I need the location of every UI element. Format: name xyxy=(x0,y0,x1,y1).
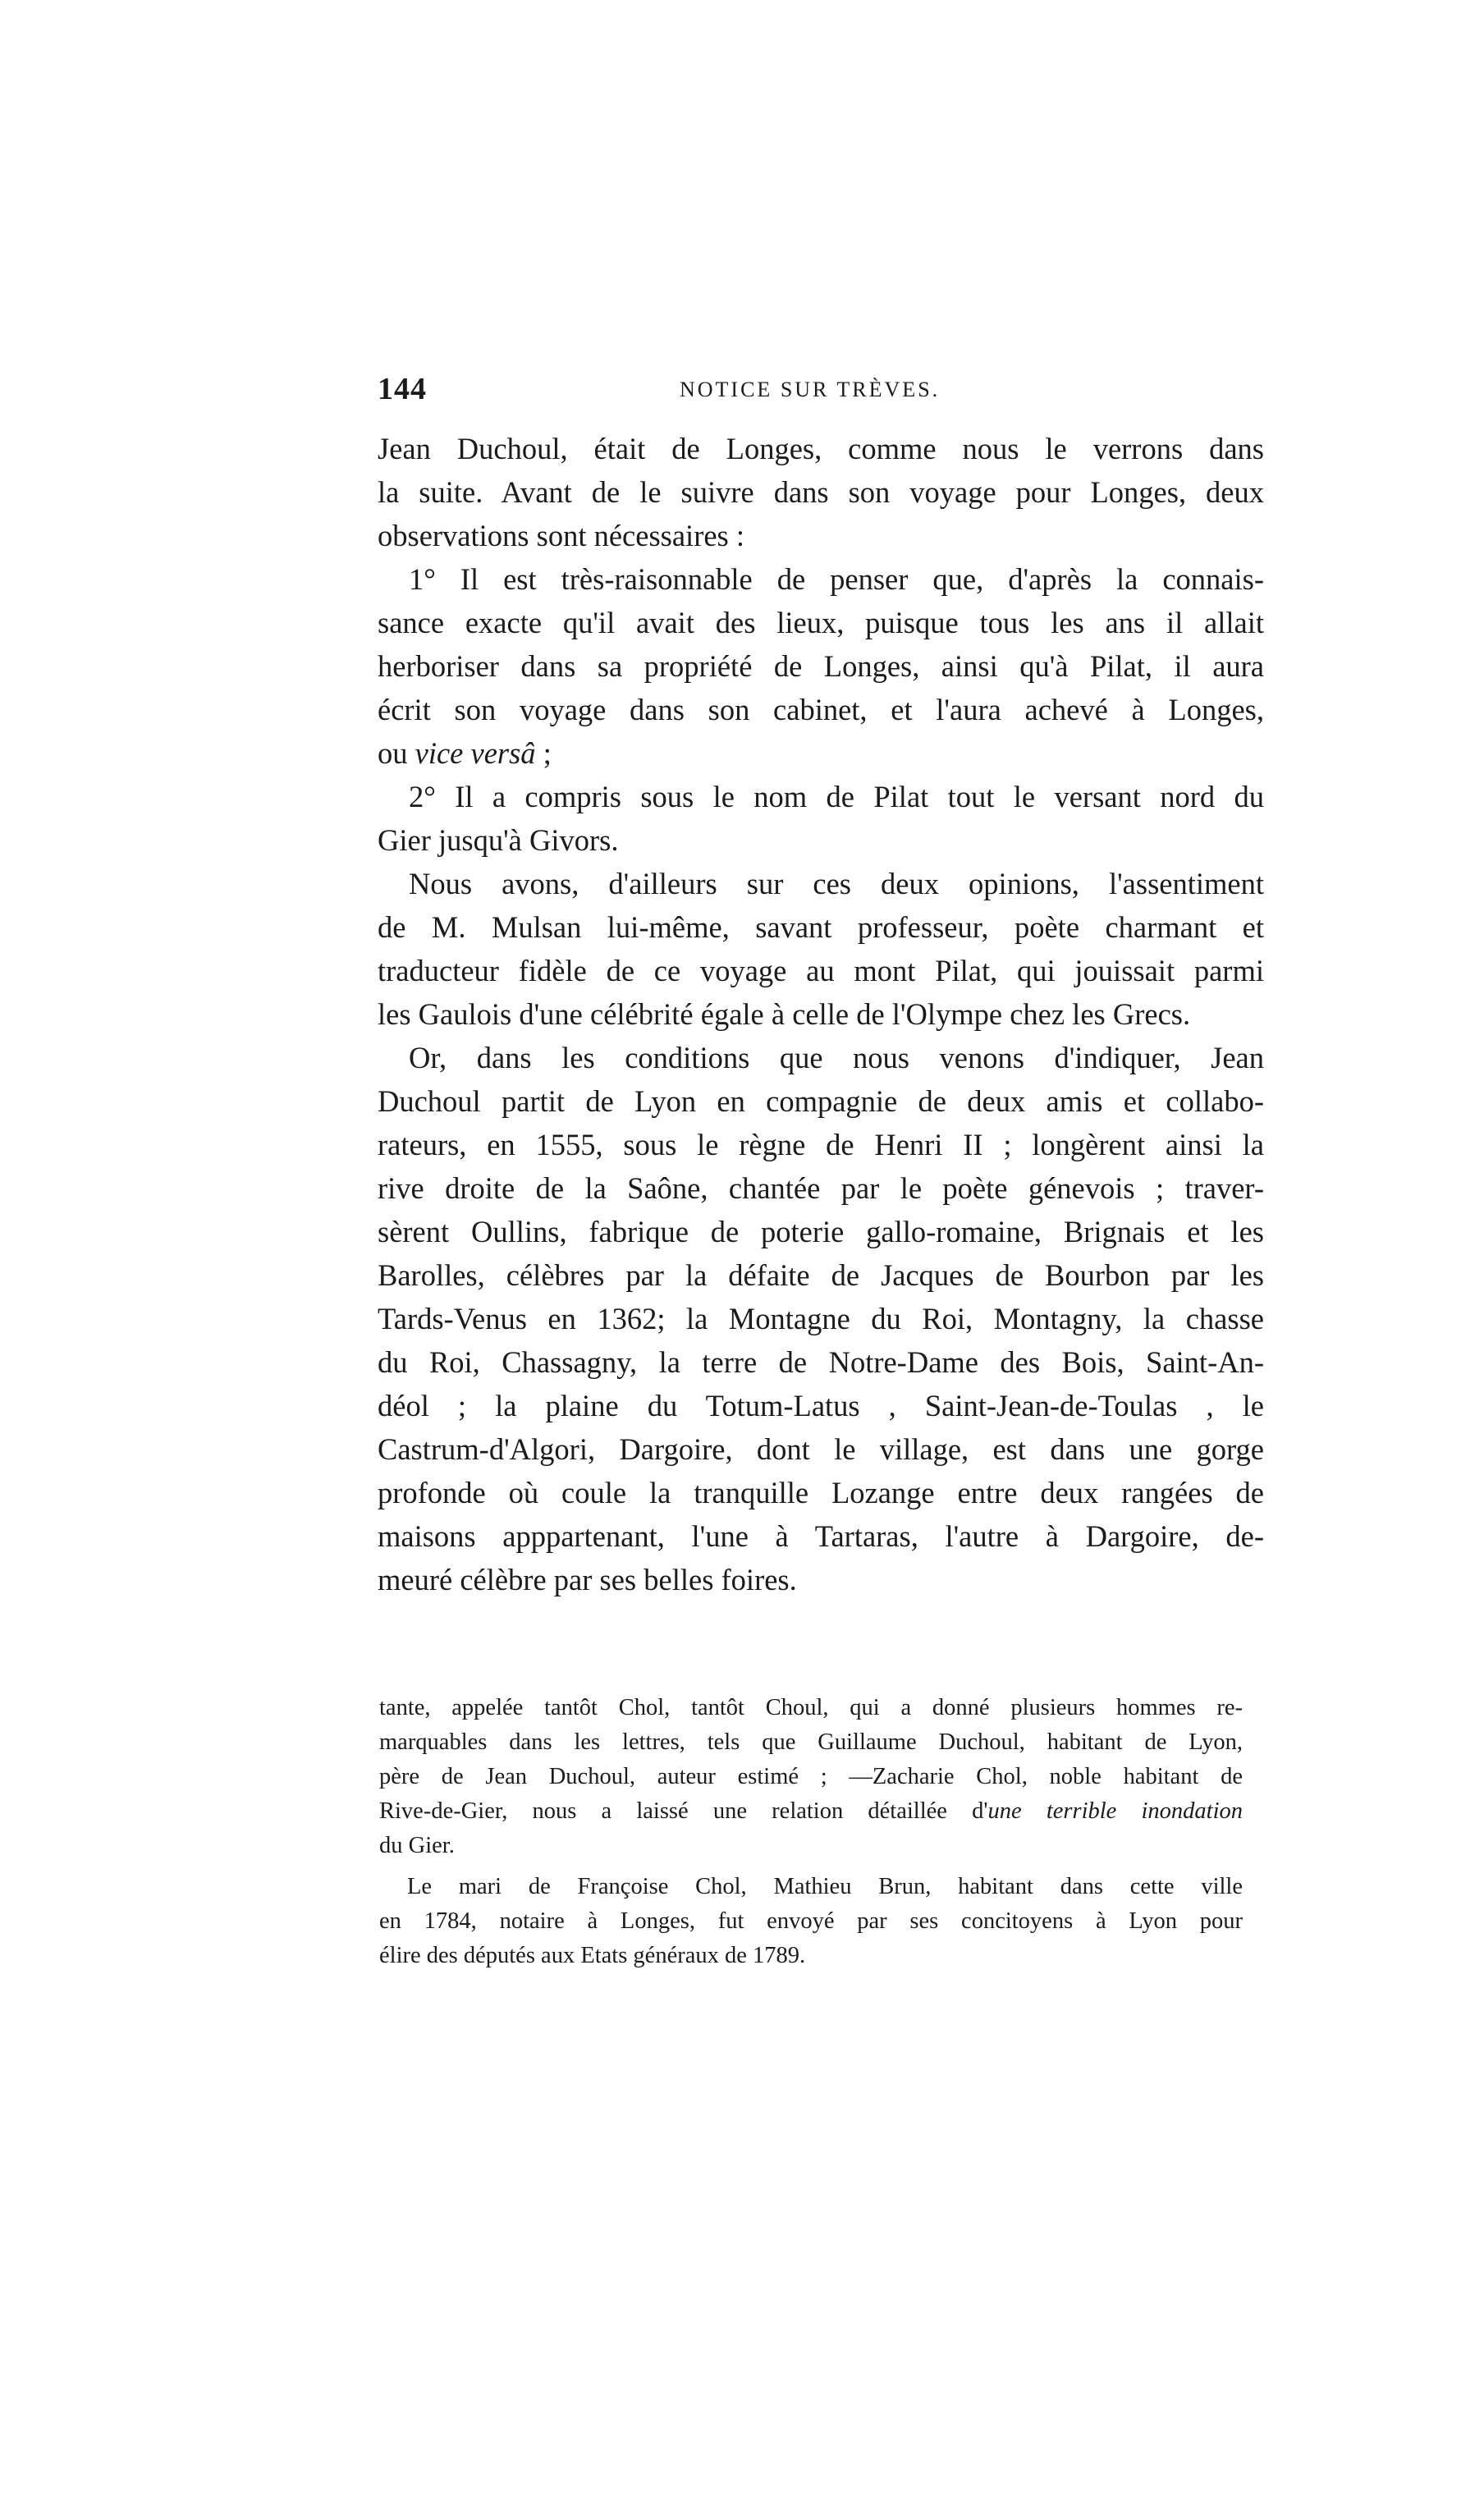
page-header xyxy=(378,371,1280,412)
text-line: Gier jusqu'à Givors. xyxy=(378,823,619,857)
page-number: 144 xyxy=(378,372,427,406)
text-line: Jean Duchoul, était de Longes, comme nous le verrons dans xyxy=(378,432,1264,465)
footnote-line: en 1784, notaire à Longes, fut envoyé par ses concitoyens à Lyon pour xyxy=(379,1908,1243,1934)
text-fragment: ou xyxy=(378,736,415,770)
text-fragment: Rive-de-Gier, nous a laissé une relation détaillée d' xyxy=(379,1798,988,1824)
footnote-line: père de Jean Duchoul, auteur estimé ; —Zacharie Chol, noble habitant de xyxy=(379,1764,1243,1789)
text-line: écrit son voyage dans son cabinet, et l'aura achevé à Longes, xyxy=(378,693,1264,726)
footnote-gap xyxy=(379,1863,1243,1870)
text-line: observations sont nécessaires : xyxy=(378,519,745,552)
text-line xyxy=(378,731,1264,775)
text-line: meuré célèbre par ses belles foires. xyxy=(378,1563,797,1596)
text-line: Or, dans les conditions que nous venons d'indiquer, Jean xyxy=(409,1041,1264,1074)
text-line: Barolles, célèbres par la défaite de Jacques de Bourbon par les xyxy=(378,1258,1264,1292)
text-line: Duchoul partit de Lyon en compagnie de deux amis et collabo- xyxy=(378,1084,1264,1118)
footnotes xyxy=(379,1691,1243,1973)
text-fragment: ; xyxy=(535,736,552,770)
text-line: maisons apppartenant, l'une à Tartaras, l'autre à Dargoire, de- xyxy=(378,1519,1264,1553)
footnote-line: élire des députés aux Etats généraux de 1789. xyxy=(379,1943,806,1968)
text-line: les Gaulois d'une célébrité égale à celle de l'Olympe chez les Grecs. xyxy=(378,997,1191,1031)
text-line: 1° Il est très-raisonnable de penser que, d'après la connais- xyxy=(409,562,1264,596)
text-line: Nous avons, d'ailleurs sur ces deux opinions, l'assentiment xyxy=(409,867,1264,900)
text-line: rateurs, en 1555, sous le règne de Henri II ; longèrent ainsi la xyxy=(378,1128,1264,1161)
italic-phrase: une terrible inondation xyxy=(987,1798,1243,1824)
text-line: sance exacte qu'il avait des lieux, puisque tous les ans il allait xyxy=(378,606,1264,639)
text-line: Castrum-d'Algori, Dargoire, dont le village, est dans une gorge xyxy=(378,1432,1264,1466)
footnote-line xyxy=(379,1794,1243,1829)
text-line: Tards-Venus en 1362; la Montagne du Roi, Montagny, la chasse xyxy=(378,1302,1264,1335)
text-line: profonde où coule la tranquille Lozange entre deux rangées de xyxy=(378,1476,1264,1509)
text-line: 2° Il a compris sous le nom de Pilat tout le versant nord du xyxy=(409,780,1264,813)
footnote-line: tante, appelée tantôt Chol, tantôt Choul, qui a donné plusieurs hommes re- xyxy=(379,1695,1243,1720)
text-line: rive droite de la Saône, chantée par le poète génevois ; traver- xyxy=(378,1171,1264,1205)
text-line: traducteur fidèle de ce voyage au mont Pilat, qui jouissait parmi xyxy=(378,954,1264,987)
running-title: NOTICE SUR TRÈVES. xyxy=(680,378,941,401)
text-line: herboriser dans sa propriété de Longes, ainsi qu'à Pilat, il aura xyxy=(378,649,1264,683)
footnote-line: du Gier. xyxy=(379,1833,455,1858)
text-line: sèrent Oullins, fabrique de poterie gallo-romaine, Brignais et les xyxy=(378,1215,1264,1248)
main-text xyxy=(378,427,1264,1601)
footnote-line: marquables dans les lettres, tels que Guillaume Duchoul, habitant de Lyon, xyxy=(379,1729,1243,1755)
text-line: du Roi, Chassagny, la terre de Notre-Dame des Bois, Saint-An- xyxy=(378,1345,1264,1379)
italic-phrase: vice versâ xyxy=(415,736,536,770)
text-line: la suite. Avant de le suivre dans son voyage pour Longes, deux xyxy=(378,475,1264,509)
footnote-line: Le mari de Françoise Chol, Mathieu Brun, habitant dans cette ville xyxy=(407,1874,1243,1899)
text-line: déol ; la plaine du Totum-Latus , Saint-Jean-de-Toulas , le xyxy=(378,1389,1264,1422)
text-line: de M. Mulsan lui-même, savant professeur, poète charmant et xyxy=(378,910,1264,944)
